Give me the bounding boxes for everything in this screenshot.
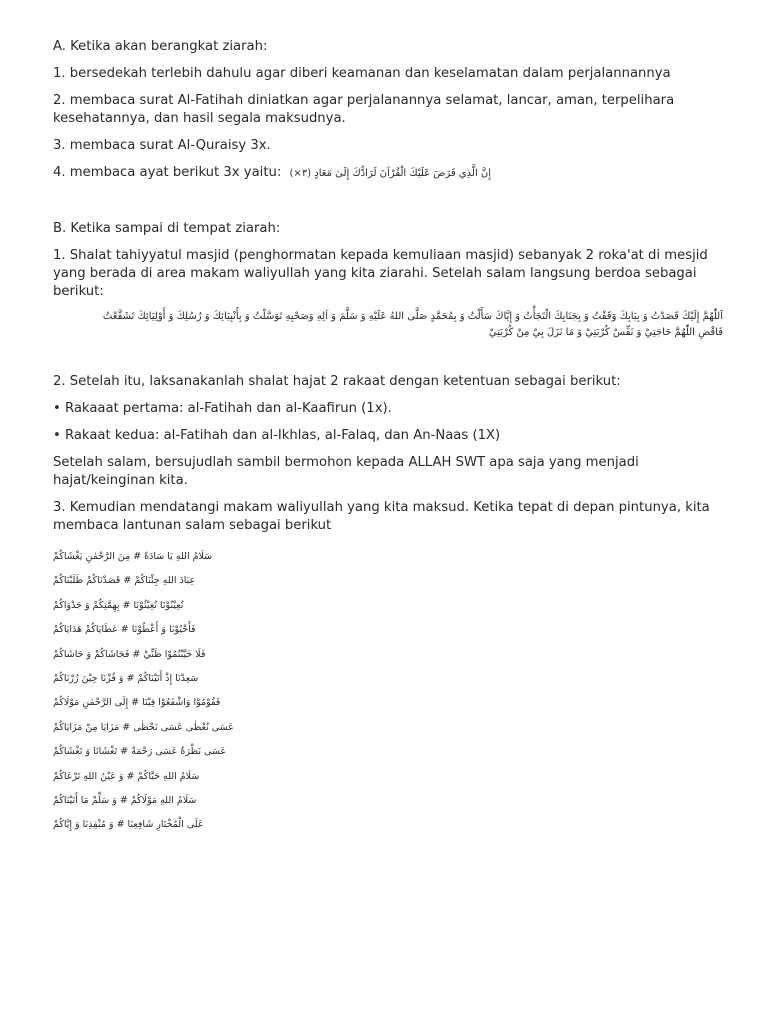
poem-line: سَلَامُ اللهِ مَوْلَاكُمْ # وَ سَلِّمْ مَا أَتَيْنَاكُمْ <box>53 794 197 806</box>
rakaat-2-bullet: • Rakaat kedua: al-Fatihah dan al-Ikhlas, al-Falaq, dan An-Naas (1X) <box>53 428 501 443</box>
after-salam-text: Setelah salam, bersujudlah sambil bermohon kepada ALLAH SWT apa saja yang menjadi hajat/keinginan kita. <box>53 455 639 488</box>
doa-line-1: اَللّٰهُمَّ إِلَيْكَ قَصَدْتُ وَ بِبَابِكَ وَقَفْتُ وَ بِجَنَابِكَ الْتَجَأْتُ وَ إِيَّاكَ سَأَلْتُ وَ بِمُحَمَّدٍ صَلَّى اللهُ عَلَيْهِ وَ سَلَّمَ وَ آلِهِ وَصَحْبِهِ تَوَسَّلْتُ وَ بِأَنْبِيَائِكَ وَ رُسُلِكَ وَ أَوْلِيَائِكَ تَشَفَّعْتُ <box>102 311 723 322</box>
document-page <box>53 38 723 838</box>
salam-poem <box>53 545 723 838</box>
poem-line: عَسَى نَظْرَةٌ عَسَى رَحْمَةٌ # تَغْشَانَا وَ تَغْشَاكُمْ <box>53 746 227 758</box>
poem-line: سَعِدْنَا إِذْ أَتَيْنَاكُمْ # وَ فُزْنَا حِيْنَ زُرْنَاكُمْ <box>53 672 199 684</box>
poem-line: تُعِيْنُوْنَا تُغِيْثُوْنَا # بِهِمَّتِكُمْ وَ جَدْوَاكُمْ <box>53 599 184 611</box>
section-a-item-2: 2. membaca surat Al-Fatihah diniatkan agar perjalanannya selamat, lancar, aman, terpelihara kesehatannya, dan hasil segala maksudnya. <box>53 93 675 126</box>
poem-line: فَقُوْمُوْا وَاشْفَعُوْا فِيْنَا # إِلَى الرَّحْمٰنِ مَوْلَاكُمْ <box>53 697 221 709</box>
rakaat-1-bullet: • Rakaaat pertama: al-Fatihah dan al-Kaafirun (1x). <box>53 401 392 416</box>
poem-line: عَسَى نُعْطٰى عَسَى نَحْظٰى # مَزَايَا مِنْ مَزَايَاكُمْ <box>53 721 234 733</box>
poem-line: عِبَادَ اللهِ جِئْنَاكُمْ # قَصَدْنَاكُمْ طَلَبْنَاكُمْ <box>53 575 196 587</box>
doa-arabic <box>67 309 723 341</box>
poem-line: فَلَا خَيَّبْتُمُوْا ظَنِّيْ # فَحَاشَاكُمْ وَ حَاشَاكُمْ <box>53 648 206 660</box>
section-a-item-4 <box>53 164 723 183</box>
section-b-heading: B. Ketika sampai di tempat ziarah: <box>53 221 281 236</box>
section-a-item-3: 3. membaca surat Al-Quraisy 3x. <box>53 138 271 153</box>
section-a-item-4-text: 4. membaca ayat berikut 3x yaitu: <box>53 165 282 180</box>
section-b-item-3: 3. Kemudian mendatangi makam waliyullah yang kita maksud. Ketika tepat di depan pintunya, kita membaca lantunan salam sebagai berikut <box>53 500 710 533</box>
poem-line: سَلَامُ اللهِ حَيَّاكُمْ # وَ عَيْنُ اللهِ تَرْعَاكُمْ <box>53 770 200 782</box>
poem-line: سَلَامُ اللهِ يَا سَادَةً # مِنَ الرَّحْمٰنِ يَغْشَاكُمْ <box>53 551 213 562</box>
poem-line: فَأَحْيُوْنَا وَ أَعْطُوْنَا # عَطَايَاكُمْ هَدَايَاكُمْ <box>53 624 196 636</box>
section-b-item-2: 2. Setelah itu, laksanakanlah shalat hajat 2 rakaat dengan ketentuan sebagai berikut: <box>53 374 621 389</box>
section-b-item-1: 1. Shalat tahiyyatul masjid (penghormatan kepada kemuliaan masjid) sebanyak 2 roka'at di mesjid yang berada di area makam waliyullah yang kita ziarahi. Setelah salam langsung berdoa sebagai berikut: <box>53 248 708 299</box>
doa-line-2: فَاقْضِ اللّٰهُمَّ حَاجَتِيْ وَ نَفِّسْ كُرْبَتِيْ وَ مَا نَزَلَ بِيْ مِنْ كُرْبَتِيْ <box>488 327 723 338</box>
verse-arabic: إِنَّ الَّذِي فَرَضَ عَلَيْكَ الْقُرْآنَ لَرَادُّكَ إِلَىٰ مَعَادٍ (٣×) <box>289 168 492 179</box>
section-a-item-1: 1. bersedekah terlebih dahulu agar diberi keamanan dan keselamatan dalam perjalannannya <box>53 66 671 81</box>
poem-line: عَلَى الْمُخْتَارِ شَافِعِنَا # وَ مُنْقِذِنَا وَ إِيَّاكُمْ <box>53 819 204 831</box>
section-a-heading: A. Ketika akan berangkat ziarah: <box>53 39 268 54</box>
